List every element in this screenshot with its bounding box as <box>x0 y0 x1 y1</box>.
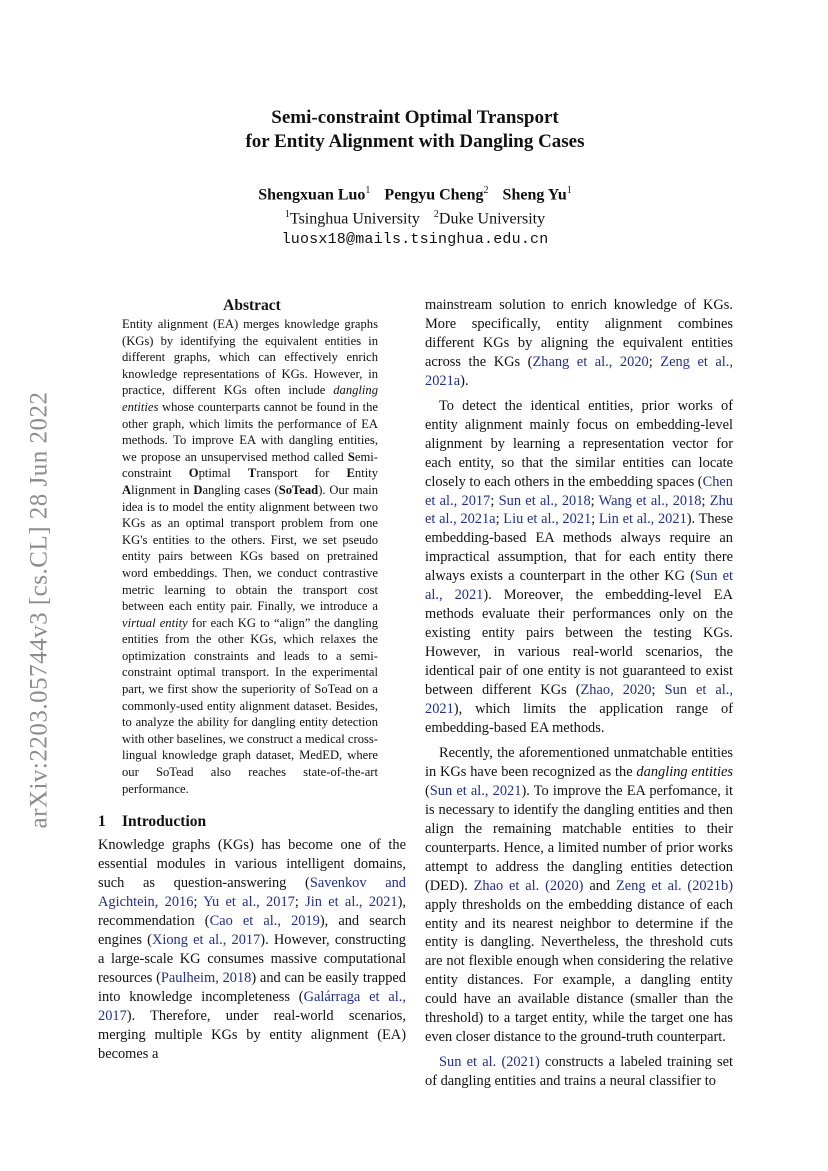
text-run: ; <box>701 492 710 509</box>
citation-link[interactable]: Zhao et al. (2020) <box>473 877 584 894</box>
text-run: ; <box>590 492 599 509</box>
citation-link[interactable]: Zeng et al. (2021b) <box>615 877 733 894</box>
text-run: ), and search engines ( <box>98 913 406 948</box>
citation-link[interactable]: Zhao, 2020 <box>580 682 652 699</box>
text-run: ; <box>490 492 499 509</box>
text-run: Recently, the aforementioned unmatchable entities in KGs have been recognized as the <box>425 744 733 780</box>
citation-link[interactable]: Sun et al. (2021) <box>439 1054 540 1071</box>
citation-link[interactable]: Chen et al., 2017 <box>425 473 733 509</box>
intro-paragraph-1 <box>98 836 406 1063</box>
text-run: constructs a labeled training set of dangling entities and trains a neural classifier to <box>425 1054 734 1090</box>
citation-link[interactable]: Savenkov and Agichtein, 2016 <box>98 875 406 911</box>
text-run: ). <box>460 372 469 389</box>
intro-paragraph-3 <box>425 744 733 1047</box>
citation-link[interactable]: Paulheim, 2018 <box>160 969 252 986</box>
citation-link[interactable]: Lin et al., 2021 <box>598 511 687 528</box>
text-run: ). These embedding-based EA methods always require an impractical assumption, that for each entity there always exists a counterpart in the other KG ( <box>425 511 733 585</box>
text-run: ; <box>294 894 306 911</box>
text-run: ). Moreover, the embedding-level EA methods evaluate their performances only on the existing entity pairs between the testing KGs. However, in various real-world scenarios, the identical pair of one entity is not guaranteed to exist between different KGs ( <box>425 587 733 699</box>
abstract-heading: Abstract <box>223 297 281 314</box>
citation-link[interactable]: Liu et al., 2021 <box>503 511 592 528</box>
intro-paragraph-1-continued <box>425 296 733 391</box>
right-column <box>425 296 733 1091</box>
section-heading-introduction: 1 Introduction <box>98 813 207 831</box>
citation-link[interactable]: Xiong et al., 2017 <box>151 931 261 948</box>
citation-link[interactable]: Zhang et al., 2020 <box>532 353 649 370</box>
intro-paragraph-2 <box>425 397 733 738</box>
left-column <box>98 296 406 1064</box>
text-run: ). Therefore, under real-world scenarios, merging multiple KGs by entity alignment (EA) becomes a <box>98 1007 406 1062</box>
intro-paragraph-4 <box>425 1053 733 1091</box>
text-run: ; <box>648 353 661 370</box>
text-run: ). However, constructing a large-scale KG consumes massive computational resources ( <box>98 931 406 986</box>
author-names: Shengxuan Luo$^1$ Pengyu Cheng$^2$ Sheng Yu$^1$ <box>258 185 572 204</box>
text-run: ; <box>651 682 665 699</box>
text-run: mainstream solution to enrich knowledge of KGs. More specifically, entity alignment combines different KGs by aligning the equivalent entities across the KGs ( <box>425 297 733 370</box>
emphasis: dangling entities <box>636 763 733 780</box>
text-run: and <box>583 877 616 894</box>
citation-link[interactable]: Sun et al., 2021 <box>429 782 522 799</box>
author-email: luosx18@mails.tsinghua.edu.cn <box>281 230 549 248</box>
citation-link[interactable]: Galárraga et al., 2017 <box>98 988 406 1024</box>
author-block <box>150 181 680 250</box>
citation-link[interactable]: Zhu et al., 2021a <box>425 492 733 528</box>
text-run: ; <box>591 511 599 528</box>
citation-link[interactable]: Yu et al., 2017 <box>203 894 295 911</box>
citation-link[interactable]: Cao et al., 2019 <box>209 913 320 930</box>
citation-link[interactable]: Sun et al., 2021 <box>425 682 733 718</box>
text-run: ), which limits the application range of embedding-based EA methods. <box>425 701 733 736</box>
paper-title: Semi-constraint Optimal Transport for Entity Alignment with Dangling Cases <box>245 107 585 152</box>
text-run: ( <box>425 782 430 799</box>
text-run: apply thresholds on the embedding distance of each entity and its nearest neighbor to determine if the entity is dangling. Nevertheless, the threshold cuts are not flexible enough when considering the relative entity distances. For example, a dangling entity could have an available distance (smaller than the threshold) to a target entity, while the target one has even closer distance to the ground-truth counterpart. <box>425 896 733 1046</box>
text-run: ; <box>193 894 204 911</box>
abstract-text: Entity alignment (EA) merges knowledge graphs (KGs) by identifying the equivalent entities in different graphs, which can effectively enrich knowledge representations of KGs. However, in practice, different KGs often include dangling entities whose counterparts cannot be found in the other graph, which limits the performance of EA methods. To improve EA with dangling entities, we propose an unsupervised method called Semi-constraint Optimal Transport for Entity Alignment in Dangling cases (SoTead). Our main idea is to model the entity alignment between two KGs as an optimal transport problem from one KG's entities to the others. First, we set pseudo entity pairs between KGs based on pretrained word embeddings. Then, we conduct contrastive metric learning to obtain the transport cost between each entity pair. Finally, we introduce a virtual entity for each KG to “align” the dangling entities from the other KGs, which relaxes the optimization constraints and leads to a semi-constraint optimal transport. In the experimental part, we first show the superiority of SoTead on a commonly-used entity alignment dataset. Besides, to analyze the ability for dangling entity detection with other baselines, we construct a medical cross-lingual knowledge graph dataset, MedED, where our SoTead also reaches state-of-the-art performance. <box>122 317 379 796</box>
citation-link[interactable]: Wang et al., 2018 <box>598 492 702 509</box>
citation-link[interactable]: Zeng et al., 2021a <box>425 353 733 389</box>
text-run: ), recommendation ( <box>98 894 406 930</box>
text-run: ) and can be easily trapped into knowledge incompleteness ( <box>98 969 406 1005</box>
text-run: ). To improve the EA perfomance, it is necessary to identify the dangling entities and then align the remaining matchable entities to their counterparts. Hence, a limited number of prior works attempt to address the dangling entities detection (DED). <box>425 782 733 894</box>
text-run: Knowledge graphs (KGs) has become one of the essential modules in various intelligent domains, such as question-answering ( <box>98 837 406 892</box>
citation-link[interactable]: Sun et al., 2018 <box>498 492 591 509</box>
arxiv-identifier: arXiv:2203.05744v3 [cs.CL] 28 Jun 2022 <box>26 391 53 829</box>
text-run: To detect the identical entities, prior works of entity alignment mainly focus on embedding-level alignment by learning a representation vector for each entity, so that the similar entities can locate closely to each others in the embedding spaces ( <box>425 397 733 490</box>
citation-link[interactable]: Jin et al., 2021 <box>305 894 398 911</box>
affiliations: $^1$Tsinghua University $^2$Duke University <box>284 209 546 228</box>
citation-link[interactable]: Sun et al., 2021 <box>425 568 733 604</box>
text-run: ; <box>495 511 504 528</box>
